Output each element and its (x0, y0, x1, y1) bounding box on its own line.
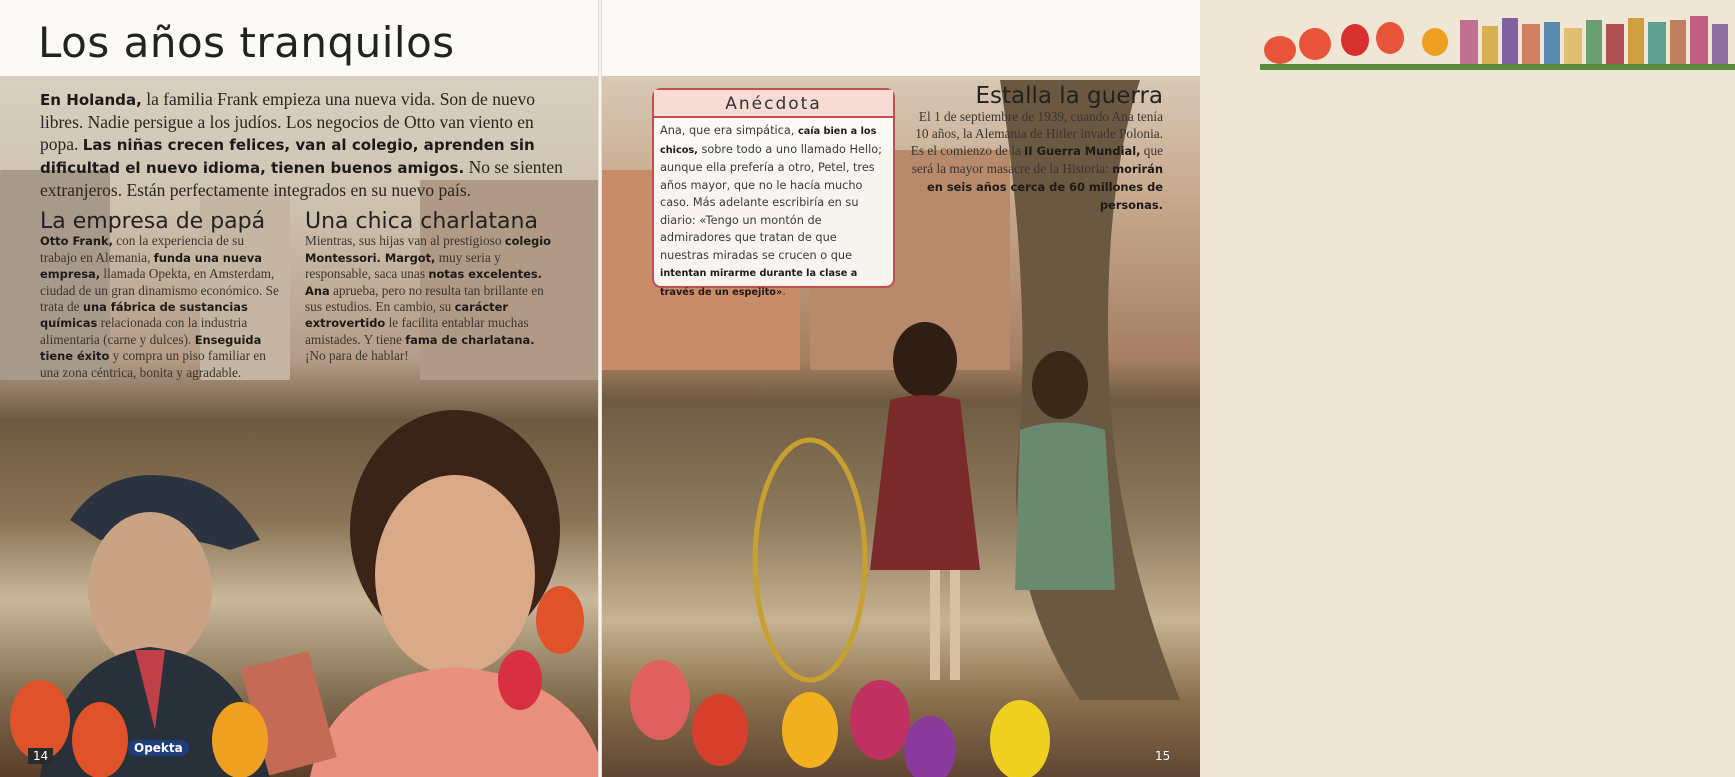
section-heading: Una chica charlatana (305, 209, 538, 234)
body-text: Ana, que era simpática, (660, 124, 798, 137)
body-text: muy seria y responsable, saca unas (305, 249, 501, 282)
page-number: 15 (1155, 749, 1171, 763)
body-text: que será la mayor masacre de la Historia: (911, 143, 1163, 176)
body-text: Mientras, sus hijas van al prestigioso (305, 233, 505, 249)
section-heading: Estalla la guerra (975, 83, 1163, 109)
opekta-jar-label: Opekta (128, 740, 189, 756)
tulips-houses-strip (1260, 12, 1735, 70)
highlighted-text: fama de charlatana. (405, 332, 535, 347)
book-spine (598, 0, 602, 777)
highlighted-text: funda una nueva empresa, (40, 250, 262, 282)
body-text: aprueba, pero no resulta tan brillante en sus estudios. En cambio, su (305, 282, 544, 315)
page-number: 14 (28, 748, 53, 764)
left-page (0, 0, 600, 777)
highlighted-text: colegio Montessori. Margot, (305, 234, 552, 265)
body-text: la familia Frank empieza una nueva vida. Son de nuevo libres. Nadie persigue a los judíos. Los negocios de Otto van viento en popa. (40, 89, 535, 154)
body-text: relacionada con la industria alimentaria (carne y dulces). (40, 315, 248, 347)
body-text: llamada Opekta, en Amsterdam, ciudad de un gran dinamismo económico. Se trata de (40, 266, 279, 315)
highlighted-text: Ana (305, 283, 330, 298)
section-empresa (40, 209, 280, 381)
highlighted-text: Enseguida tiene éxito (40, 332, 262, 364)
body-text: con la experiencia de su trabajo en Alemania, (40, 233, 244, 265)
body-text: le facilita entablar muchas amistades. Y tiene (305, 315, 529, 347)
body-text: y compra un piso familiar en una zona céntrica, bonita y agradable. (40, 348, 266, 380)
right-page (600, 0, 1200, 777)
page-title: Los años tranquilos (38, 18, 455, 67)
anecdote-box (652, 88, 895, 298)
intro-paragraph (40, 88, 565, 201)
section-guerra (905, 83, 1163, 214)
body-text: El 1 de septiembre de 1939, cuando Ana tenía 10 años, la Alemania de Hitler invade Polonia. Es el comienzo de la (910, 109, 1163, 158)
highlighted-text: caía bien a los chicos, (660, 126, 877, 156)
section-heading: La empresa de papá (40, 209, 266, 234)
highlighted-text: En Holanda, (40, 91, 142, 109)
body-text: . (782, 284, 786, 298)
highlighted-text: intentan mirarme durante la clase a través de un espejito» (660, 268, 858, 298)
highlighted-text: notas excelentes. (428, 267, 543, 282)
section-body (905, 108, 1163, 214)
highlighted-text: II Guerra Mundial, (1024, 144, 1141, 158)
body-text: sobre todo a uno llamado Hello; aunque ella prefería a otro, Petel, tres años mayor, que no le hacía mucho caso. Más adelante escribiría en su diario: «Tengo un montón de admiradores que tratan de que nuestras miradas se crucen o que (660, 142, 882, 262)
anecdote-body (654, 118, 893, 305)
illustration-otto-and-anne (0, 400, 600, 777)
section-body (305, 233, 555, 364)
highlighted-text: carácter extrovertido (305, 300, 509, 331)
highlighted-text: una fábrica de sustancias químicas (40, 300, 248, 331)
highlighted-text: Las niñas crecen felices, van al colegio, aprenden sin dificultad el nuevo idioma, tienen buenos amigos. (40, 136, 535, 177)
anecdote-heading: Anécdota (654, 90, 893, 118)
section-body (40, 233, 280, 381)
highlighted-text: Otto Frank, (40, 234, 113, 249)
section-charlatana (305, 209, 555, 365)
body-text: ¡No para de hablar! (305, 348, 409, 364)
body-text: No se sienten extranjeros. Están perfectamente integrados en su nuevo país. (40, 157, 563, 200)
highlighted-text: morirán en seis años cerca de 60 millones de personas. (927, 162, 1163, 212)
